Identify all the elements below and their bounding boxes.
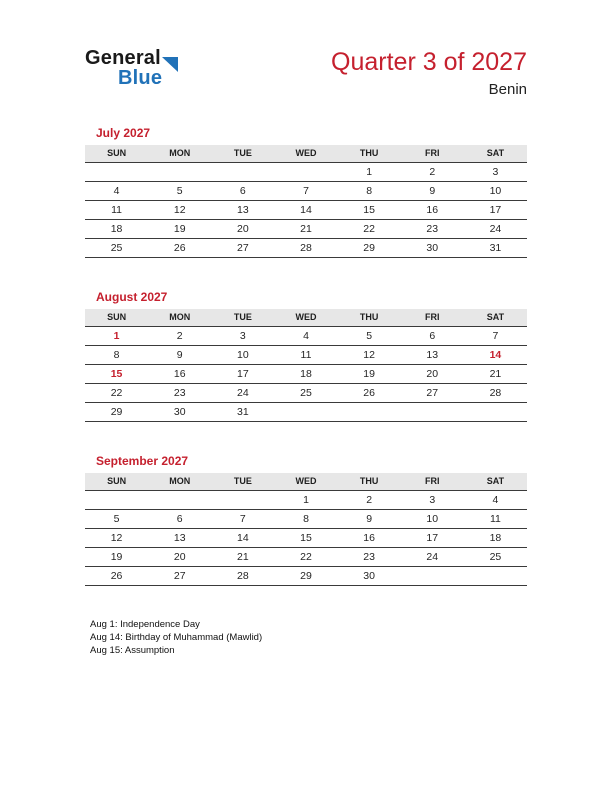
day-cell: 21 [300,223,312,235]
day-cell: 2 [176,330,183,342]
day-cell: 8 [366,185,373,197]
day-cell: 20 [237,223,249,235]
day-cell: 10 [237,349,249,361]
weekday-header: THU [359,148,379,158]
weekday-header: TUE [233,148,252,158]
month-table [85,309,527,422]
week-row [85,529,527,548]
day-cell: 14 [489,349,502,361]
week-row [85,365,527,384]
holiday-note: Aug 14: Birthday of Muhammad (Mawlid) [90,632,263,643]
weekday-header: TUE [233,476,252,486]
day-cell: 20 [426,368,439,380]
day-cell: 24 [426,551,439,563]
day-cell: 6 [176,513,183,525]
day-cell: 18 [300,368,312,380]
day-cell: 19 [363,368,375,380]
week-row [85,346,527,365]
week-row [85,220,527,239]
month-table [85,145,527,258]
day-cell: 17 [426,532,439,544]
day-cell: 30 [173,406,186,418]
day-cell: 1 [366,166,373,178]
day-cell: 24 [237,387,249,399]
day-cell: 7 [492,330,499,342]
day-cell: 6 [429,330,436,342]
week-row [85,182,527,201]
weekday-header: SUN [107,148,127,158]
empty-day-cell [148,163,211,181]
day-cell: 23 [173,387,186,399]
day-cell: 21 [489,368,502,380]
day-cell: 8 [303,513,309,525]
weekday-header: SUN [107,312,127,322]
day-cell: 25 [300,387,312,399]
day-cell: 11 [111,204,123,216]
day-cell: 14 [237,532,249,544]
weekday-header: MON [169,148,191,158]
day-cell: 5 [113,513,120,525]
empty-day-cell [464,567,527,585]
day-cell: 20 [173,551,186,563]
weekday-header: WED [295,312,317,322]
day-cell: 8 [113,349,120,361]
day-cell: 7 [303,185,309,197]
day-cell: 14 [300,204,312,216]
day-cell: 1 [113,330,120,342]
weekday-header: FRI [425,312,440,322]
general-blue-logo [85,48,162,88]
empty-day-cell [148,491,211,509]
day-cell: 26 [363,387,375,399]
day-cell: 22 [300,551,312,563]
day-cell: 26 [173,242,186,254]
empty-day-cell [401,567,464,585]
month-section-august [85,290,527,422]
day-cell: 16 [426,204,439,216]
day-cell: 11 [300,349,312,361]
weekday-header: FRI [425,476,440,486]
day-cell: 4 [303,330,309,342]
empty-day-cell [464,403,527,421]
weekday-header: SAT [486,476,505,486]
day-cell: 2 [366,494,373,506]
weekday-header: THU [359,312,379,322]
day-cell: 12 [110,532,123,544]
empty-day-cell [211,163,274,181]
title-block [331,48,527,98]
day-cell: 25 [110,242,123,254]
week-row [85,239,527,258]
empty-day-cell [85,491,148,509]
day-cell: 19 [110,551,123,563]
logo-text-blue: Blue [118,67,163,89]
day-cell: 16 [363,532,375,544]
weekday-header: TUE [233,312,252,322]
day-cell: 15 [300,532,312,544]
day-cell: 4 [113,185,120,197]
day-cell: 31 [489,242,502,254]
week-row [85,201,527,220]
day-cell: 18 [110,223,123,235]
day-cell: 3 [429,494,436,506]
day-cell: 25 [489,551,502,563]
month-section-july [85,126,527,258]
day-cell: 28 [489,387,502,399]
weekday-header-row [85,309,527,327]
month-title: July 2027 [96,126,151,140]
day-cell: 13 [173,532,186,544]
day-cell: 3 [239,330,246,342]
weekday-header: SAT [486,312,505,322]
week-row [85,384,527,403]
weekday-header: SAT [486,148,505,158]
day-cell: 27 [426,387,439,399]
day-cell: 27 [237,242,249,254]
day-cell: 23 [426,223,439,235]
months-container [85,126,527,586]
empty-day-cell [401,403,464,421]
day-cell: 2 [429,166,436,178]
weekday-header: MON [169,476,191,486]
holiday-note: Aug 15: Assumption [90,645,175,656]
day-cell: 29 [110,406,123,418]
day-cell: 17 [237,368,249,380]
weekday-header: WED [295,476,317,486]
holiday-footnotes [85,618,527,657]
day-cell: 27 [173,570,186,582]
empty-day-cell [211,491,274,509]
weekday-header: MON [169,312,191,322]
day-cell: 5 [366,330,373,342]
week-row [85,403,527,422]
day-cell: 13 [426,349,439,361]
week-row [85,510,527,529]
week-row [85,163,527,182]
weekday-header: SUN [107,476,127,486]
weekday-header: THU [359,476,379,486]
month-table [85,473,527,586]
day-cell: 21 [237,551,249,563]
day-cell: 10 [489,185,502,197]
day-cell: 15 [363,204,375,216]
logo-text-general: General [85,47,161,69]
day-cell: 30 [426,242,439,254]
day-cell: 11 [489,513,501,525]
country-label: Benin [488,81,527,98]
day-cell: 26 [110,570,123,582]
day-cell: 1 [303,494,309,506]
day-cell: 3 [492,166,499,178]
day-cell: 15 [110,368,123,380]
day-cell: 16 [173,368,186,380]
week-row [85,327,527,346]
day-cell: 18 [489,532,502,544]
empty-day-cell [85,163,148,181]
day-cell: 17 [489,204,502,216]
holiday-note: Aug 1: Independence Day [90,619,200,630]
day-cell: 31 [237,406,249,418]
day-cell: 5 [176,185,183,197]
day-cell: 9 [366,513,373,525]
empty-day-cell [274,163,337,181]
day-cell: 29 [363,242,375,254]
day-cell: 24 [489,223,502,235]
day-cell: 9 [176,349,183,361]
weekday-header-row [85,473,527,491]
week-row [85,567,527,586]
day-cell: 28 [300,242,312,254]
day-cell: 9 [429,185,436,197]
logo-triangle-icon [162,57,178,72]
weekday-header-row [85,145,527,163]
weekday-header: WED [295,148,317,158]
day-cell: 4 [492,494,499,506]
day-cell: 6 [239,185,246,197]
weekday-header: FRI [425,148,440,158]
day-cell: 22 [110,387,123,399]
day-cell: 29 [300,570,312,582]
week-row [85,491,527,510]
day-cell: 10 [426,513,439,525]
day-cell: 23 [363,551,375,563]
week-row [85,548,527,567]
day-cell: 19 [173,223,186,235]
empty-day-cell [338,403,401,421]
day-cell: 7 [239,513,246,525]
page-header [85,48,527,98]
day-cell: 30 [363,570,375,582]
day-cell: 28 [237,570,249,582]
page-title: Quarter 3 of 2027 [331,48,527,76]
month-title: August 2027 [96,290,168,304]
empty-day-cell [274,403,337,421]
month-title: September 2027 [96,454,189,468]
day-cell: 12 [363,349,375,361]
day-cell: 22 [363,223,375,235]
month-section-september [85,454,527,586]
day-cell: 13 [237,204,249,216]
page-content [85,48,527,657]
day-cell: 12 [173,204,186,216]
